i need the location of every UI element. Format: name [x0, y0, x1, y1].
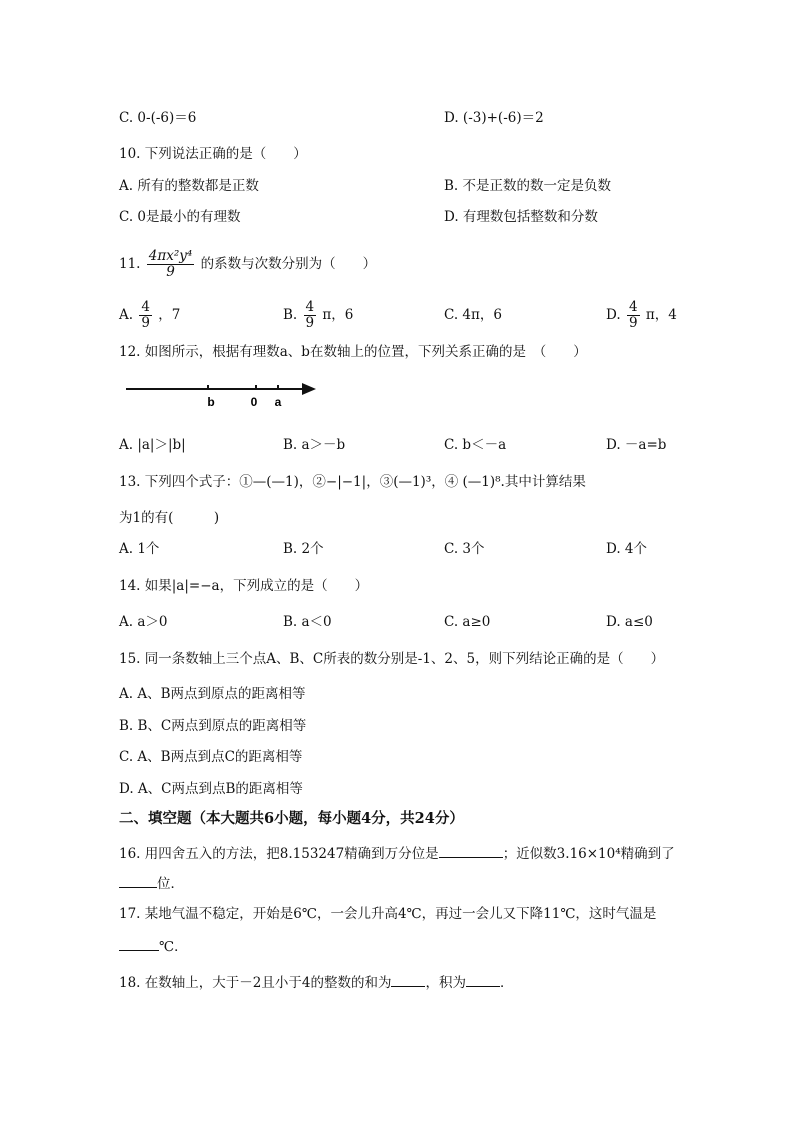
q12-option-b: B. a＞－b [283, 437, 346, 453]
q11-option-d-label: D. [606, 307, 621, 323]
q9-option-c: C. 0-(-6)＝6 [119, 110, 197, 126]
q10-option-b: B. 不是正数的数一定是负数 [444, 178, 612, 194]
q16-text-part2: ；近似数3.16×10⁴精确到了 [502, 846, 675, 862]
q11-number: 11. [119, 256, 141, 272]
q15-option-c: C. A、B两点到点C的距离相等 [119, 749, 303, 765]
q15-option-d: D. A、C两点到点B的距离相等 [119, 781, 303, 797]
q11-stem [119, 246, 376, 282]
q11-stem-tail: 的系数与次数分别为（ ） [200, 256, 377, 272]
q18-text-part1: 18. 在数轴上，大于－2且小于4的整数的和为 [119, 975, 392, 991]
q11-option-d-fraction [627, 300, 640, 331]
q18-answer-blank-2[interactable] [466, 972, 500, 987]
q10-stem: 10. 下列说法正确的是（ ） [119, 146, 307, 162]
q16-text-part3: 位． [157, 876, 184, 892]
q12-stem: 12. 如图所示，根据有理数a、b在数轴上的位置，下列关系正确的是 （ ） [119, 344, 587, 360]
q11-option-a-denominator: 9 [141, 315, 150, 331]
q11-option-b [283, 297, 353, 333]
q15-stem: 15. 同一条数轴上三个点A、B、C所表的数分别是-1、2、5，则下列结论正确的是（ ） [119, 651, 665, 667]
q13-option-c: C. 3个 [444, 541, 485, 557]
q11-option-a-tail: ，7 [158, 307, 181, 323]
q18-text-part2: ，积为 [425, 975, 466, 991]
q11-option-c: C. 4π，6 [444, 307, 502, 323]
q16-line1 [119, 843, 675, 863]
q14-stem: 14. 如果|a|=−a，下列成立的是（ ） [119, 578, 369, 594]
q11-option-d [606, 297, 677, 333]
q10-option-c: C. 0是最小的有理数 [119, 209, 241, 225]
q12-option-d: D. －a=b [606, 437, 667, 453]
q13-stem-line2: 为1的有( ) [119, 510, 220, 526]
q12-option-a: A. |a|＞|b| [119, 437, 186, 453]
number-line-label-0: 0 [250, 395, 258, 409]
q12-option-c: C. b＜－a [444, 437, 507, 453]
q10-option-d: D. 有理数包括整数和分数 [444, 209, 598, 225]
q18-text-part3: ． [499, 975, 514, 991]
q11-expression-denominator: 9 [166, 264, 175, 280]
q11-option-a [119, 297, 180, 333]
q11-option-a-numerator: 4 [141, 299, 150, 315]
q15-option-a: A. A、B两点到原点的距离相等 [119, 686, 306, 702]
q17-line1: 17. 某地气温不稳定，开始是6℃，一会儿升高4℃，再过一会儿又下降11℃，这时气温是 [119, 906, 657, 922]
q13-option-d: D. 4个 [606, 541, 648, 557]
number-line-arrow-icon [302, 383, 316, 395]
q14-option-a: A. a＞0 [119, 614, 168, 630]
q11-option-b-tail: π，6 [322, 307, 354, 323]
number-line-label-a: a [274, 395, 282, 409]
q18-line [119, 972, 513, 992]
q16-answer-blank-1[interactable] [439, 843, 503, 858]
q17-line2 [119, 936, 188, 956]
number-line-label-b: b [207, 395, 215, 409]
q9-option-d: D. (-3)+(-6)＝2 [444, 110, 544, 126]
q11-option-d-numerator: 4 [628, 299, 638, 315]
q11-option-a-fraction [139, 300, 152, 331]
q13-option-a: A. 1个 [119, 541, 160, 557]
q14-option-b: B. a＜0 [283, 614, 332, 630]
q15-option-b: B. B、C两点到原点的距离相等 [119, 718, 307, 734]
section-2-heading: 二、填空题（本大题共6小题，每小题4分，共24分） [119, 810, 464, 827]
q17-answer-blank[interactable] [119, 936, 159, 951]
q16-line2 [119, 873, 184, 893]
q12-number-line [120, 376, 330, 410]
q11-expression-numerator: 4πx²y⁴ [148, 248, 193, 264]
q11-expression-fraction [147, 249, 195, 280]
q11-option-b-label: B. [283, 307, 298, 323]
q14-option-c: C. a≥0 [444, 614, 491, 630]
q11-option-a-label: A. [119, 307, 134, 323]
q11-option-d-tail: π，4 [645, 307, 677, 323]
q16-text-part1: 16. 用四舍五入的方法，把8.153247精确到万分位是 [119, 846, 439, 862]
q18-answer-blank-1[interactable] [391, 972, 425, 987]
q17-text-unit: ℃． [159, 939, 188, 955]
q14-option-d: D. a≤0 [606, 614, 653, 630]
q13-option-b: B. 2个 [283, 541, 324, 557]
q16-answer-blank-2[interactable] [119, 873, 157, 888]
q11-option-b-fraction [304, 300, 317, 331]
q11-option-b-denominator: 9 [305, 315, 315, 331]
q13-stem: 13. 下列四个式子：①—(—1)，②−|−1|，③(—1)³，④ (—1)⁸.其中计算结果 [119, 474, 586, 490]
q11-option-b-numerator: 4 [305, 299, 315, 315]
q10-option-a: A. 所有的整数都是正数 [119, 178, 259, 194]
q11-option-d-denominator: 9 [628, 315, 638, 331]
